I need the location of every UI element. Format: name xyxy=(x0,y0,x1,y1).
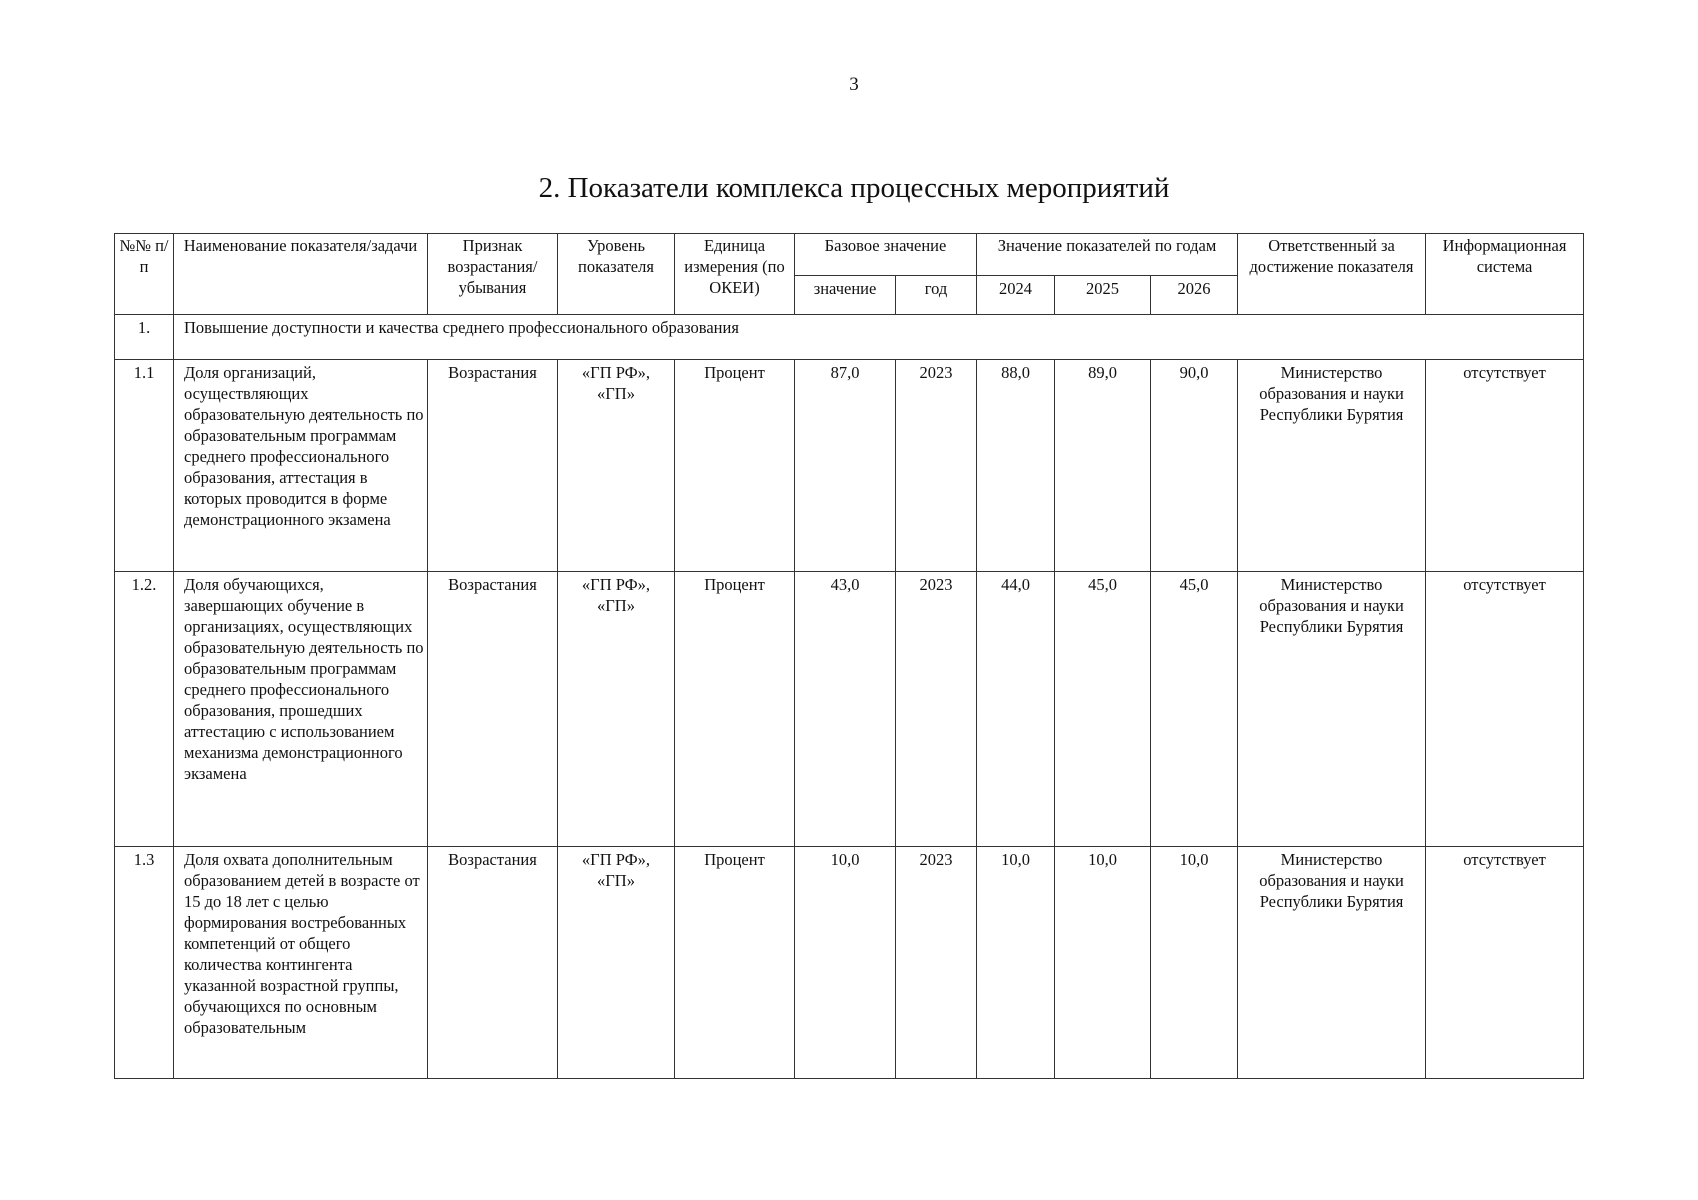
indicator-unit: Процент xyxy=(675,572,795,847)
row-num: 1.1 xyxy=(115,360,174,572)
section-row xyxy=(115,315,1584,360)
responsible: Министерство образования и науки Республики Бурятия xyxy=(1238,847,1426,1079)
table-row xyxy=(115,360,1584,572)
header-level: Уровень показателя xyxy=(558,234,675,315)
responsible: Министерство образования и науки Республики Бурятия xyxy=(1238,572,1426,847)
info-system: отсутствует xyxy=(1426,847,1584,1079)
base-year: 2023 xyxy=(896,572,977,847)
header-base-value: значение xyxy=(795,276,896,315)
indicator-sign: Возрастания xyxy=(428,360,558,572)
base-value: 87,0 xyxy=(795,360,896,572)
base-year: 2023 xyxy=(896,847,977,1079)
value-2025: 45,0 xyxy=(1055,572,1151,847)
responsible: Министерство образования и науки Республики Бурятия xyxy=(1238,360,1426,572)
section-title: Повышение доступности и качества среднего профессионального образования xyxy=(174,315,1584,360)
value-2025: 10,0 xyxy=(1055,847,1151,1079)
value-2025: 89,0 xyxy=(1055,360,1151,572)
indicator-unit: Процент xyxy=(675,360,795,572)
header-num: №№ п/п xyxy=(115,234,174,315)
indicator-level: «ГП РФ», «ГП» xyxy=(558,847,675,1079)
row-num: 1.2. xyxy=(115,572,174,847)
header-sign: Признак возрастания/ убывания xyxy=(428,234,558,315)
table-row xyxy=(115,572,1584,847)
value-2026: 45,0 xyxy=(1151,572,1238,847)
indicator-name: Доля охвата дополнительным образованием детей в возрасте от 15 до 18 лет с целью формирования востребованных компетенций от общего количества контингента указанной возрастной группы, обучающихся по основным образовательным xyxy=(174,847,428,1079)
header-years-group: Значение показателей по годам xyxy=(977,234,1238,276)
header-year-2026: 2026 xyxy=(1151,276,1238,315)
header-year-2024: 2024 xyxy=(977,276,1055,315)
header-base: Базовое значение xyxy=(795,234,977,276)
value-2024: 10,0 xyxy=(977,847,1055,1079)
value-2026: 90,0 xyxy=(1151,360,1238,572)
info-system: отсутствует xyxy=(1426,572,1584,847)
base-value: 43,0 xyxy=(795,572,896,847)
value-2024: 44,0 xyxy=(977,572,1055,847)
indicator-name: Доля обучающихся, завершающих обучение в организациях, осуществляющих образовательную деятельность по образовательным программам среднего профессионального образования, прошедших аттестацию с использованием механизма демонстрационного экзамена xyxy=(174,572,428,847)
header-system: Информационная система xyxy=(1426,234,1584,315)
row-num: 1.3 xyxy=(115,847,174,1079)
header-year-2025: 2025 xyxy=(1055,276,1151,315)
indicator-level: «ГП РФ», «ГП» xyxy=(558,360,675,572)
info-system: отсутствует xyxy=(1426,360,1584,572)
header-base-year: год xyxy=(896,276,977,315)
page-number: 3 xyxy=(849,74,859,95)
indicator-sign: Возрастания xyxy=(428,572,558,847)
header-responsible: Ответственный за достижение показателя xyxy=(1238,234,1426,315)
section-num: 1. xyxy=(115,315,174,360)
header-unit: Единица измерения (по ОКЕИ) xyxy=(675,234,795,315)
indicator-name: Доля организаций, осуществляющих образовательную деятельность по образовательным программам среднего профессионального образования, аттестация в которых проводится в форме демонстрационного экзамена xyxy=(174,360,428,572)
page-title: 2. Показатели комплекса процессных мероприятий xyxy=(538,172,1170,204)
header-name: Наименование показателя/задачи xyxy=(174,234,428,315)
indicator-unit: Процент xyxy=(675,847,795,1079)
indicators-table xyxy=(114,233,1584,1079)
value-2026: 10,0 xyxy=(1151,847,1238,1079)
table-row xyxy=(115,847,1584,1079)
indicator-level: «ГП РФ», «ГП» xyxy=(558,572,675,847)
base-value: 10,0 xyxy=(795,847,896,1079)
table-header-row xyxy=(115,234,1584,276)
indicator-sign: Возрастания xyxy=(428,847,558,1079)
base-year: 2023 xyxy=(896,360,977,572)
value-2024: 88,0 xyxy=(977,360,1055,572)
